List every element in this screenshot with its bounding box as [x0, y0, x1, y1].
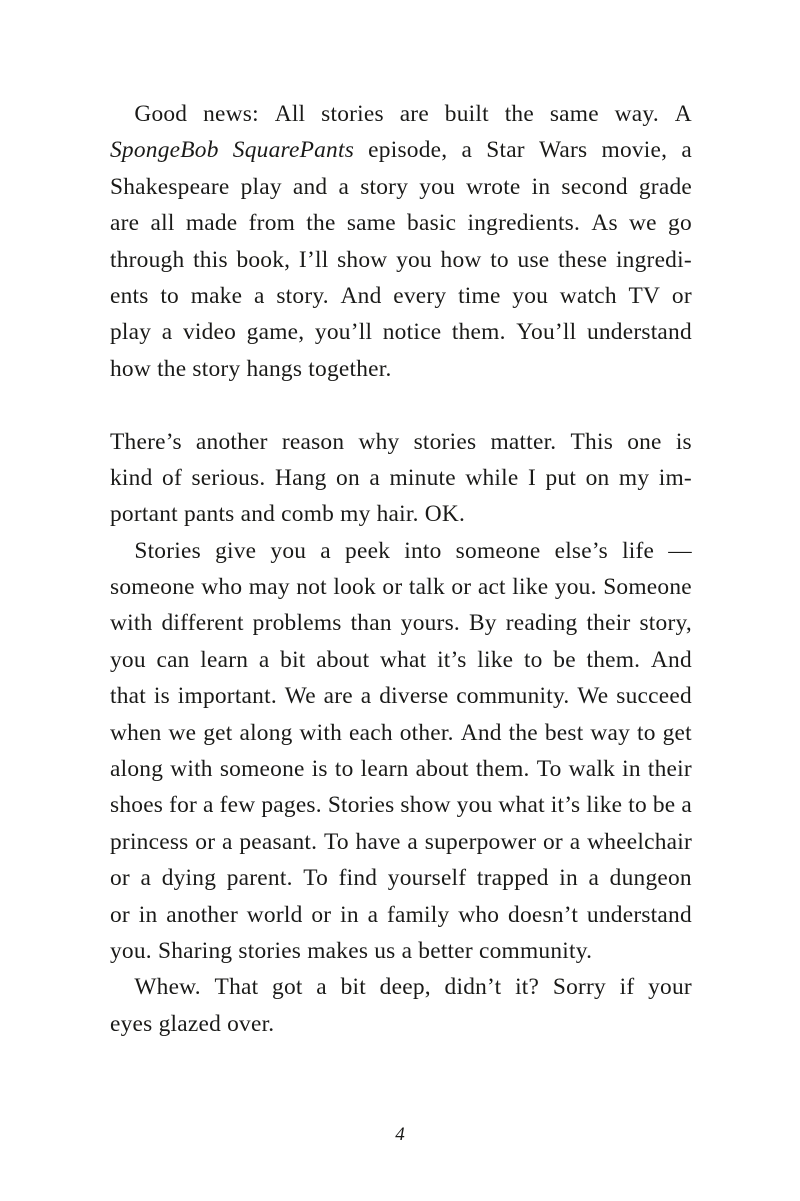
text-word: ingredi- — [615, 246, 692, 273]
text-word: have — [355, 828, 401, 855]
text-word: we — [168, 719, 197, 746]
text-word: you — [512, 282, 549, 309]
text-word: you’ll — [314, 319, 373, 346]
text-word: can — [156, 646, 190, 673]
text-word: or — [311, 901, 332, 928]
text-word: basic — [407, 210, 457, 237]
text-word: dungeon — [609, 865, 692, 892]
text-word: reason — [281, 428, 345, 455]
text-word: Hang — [274, 464, 327, 491]
text-word: SquarePants — [232, 137, 355, 164]
text-word: someone — [455, 537, 541, 564]
text-line — [110, 205, 692, 241]
text-word: I’ll — [298, 246, 329, 273]
text-word: find — [338, 865, 378, 892]
text-line — [110, 96, 692, 132]
text-word: them. — [475, 756, 530, 783]
text-word: and — [292, 173, 328, 200]
text-word: you — [419, 173, 456, 200]
text-word: to — [334, 756, 354, 783]
text-word: each — [349, 719, 393, 746]
text-word: it? — [515, 974, 540, 1001]
text-line — [110, 642, 692, 678]
text-word: a — [203, 792, 214, 819]
text-word: world — [246, 901, 303, 928]
paragraph-gap — [110, 387, 692, 423]
text-line — [110, 715, 692, 751]
text-word: put — [545, 464, 577, 491]
text-word: a — [338, 173, 350, 200]
text-word: ingredients. — [467, 210, 581, 237]
page-text-body — [110, 96, 692, 1042]
text-word: or — [671, 282, 692, 309]
text-word: or — [451, 574, 472, 601]
text-word: what — [498, 792, 545, 819]
text-word: it’s — [550, 792, 581, 819]
text-word: trapped — [476, 865, 549, 892]
text-word: why — [358, 428, 400, 455]
text-word: you. — [554, 574, 597, 601]
text-word: learn — [200, 646, 249, 673]
text-word: a — [316, 974, 327, 1001]
text-word: in — [531, 173, 551, 200]
text-word: to — [490, 246, 509, 273]
text-word: a — [367, 901, 379, 928]
text-word: a — [258, 646, 270, 673]
text-word: dying — [161, 865, 217, 892]
text-word: TV — [628, 282, 661, 309]
text-word: wheelchair — [587, 828, 692, 855]
text-word: a — [681, 137, 692, 164]
text-word: All — [274, 101, 306, 127]
page-number: 4 — [395, 1124, 405, 1145]
text-word: you — [396, 246, 432, 273]
text-line — [110, 132, 692, 168]
text-line — [110, 278, 692, 314]
text-word: a — [140, 865, 152, 892]
text-word: peasant. — [239, 828, 318, 855]
text-word: walk — [568, 756, 616, 783]
text-word: go — [668, 210, 692, 237]
text-word: watch — [559, 282, 617, 309]
text-line — [110, 424, 692, 460]
text-line — [110, 1006, 692, 1042]
text-word: that — [110, 683, 147, 710]
text-word: be — [553, 646, 576, 673]
text-word: what — [380, 646, 427, 673]
text-word: the — [504, 101, 534, 127]
text-word: ents — [110, 282, 149, 309]
text-word: in — [138, 901, 158, 928]
text-word: a — [360, 683, 372, 710]
text-word: not — [296, 574, 327, 601]
text-word: time — [458, 282, 501, 309]
text-word: than — [350, 610, 392, 637]
text-line — [110, 860, 692, 896]
text-word: or — [382, 574, 403, 601]
text-word: episode, — [368, 137, 448, 164]
text-word: it’s — [437, 646, 467, 673]
text-word: diverse — [379, 683, 449, 710]
text-word: are — [399, 101, 429, 127]
text-word: them. — [451, 319, 506, 346]
text-line — [110, 460, 692, 496]
text-word: be — [652, 792, 676, 819]
text-word: We — [577, 683, 609, 710]
text-word: you — [456, 792, 493, 819]
text-line — [110, 787, 692, 823]
text-word: from — [248, 210, 296, 237]
text-word: serious. — [191, 464, 266, 491]
text-word: act — [477, 574, 506, 601]
text-word: community. — [456, 683, 570, 710]
text-word: a — [461, 137, 473, 164]
text-word: shoes — [110, 792, 164, 819]
text-word: with — [299, 719, 343, 746]
text-word: understand — [586, 901, 692, 928]
text-word: problems — [252, 610, 342, 637]
paragraph — [110, 96, 692, 387]
text-word: who — [458, 901, 500, 928]
text-word: in — [559, 865, 578, 892]
text-word: play — [110, 319, 152, 346]
text-word: kind — [110, 464, 153, 491]
text-word: made — [185, 210, 238, 237]
text-word: a — [369, 464, 380, 491]
text-word: like — [586, 792, 623, 819]
text-word: way. — [614, 101, 659, 127]
text-word: in — [622, 756, 641, 783]
text-word: To — [303, 865, 329, 892]
text-word: get — [203, 719, 233, 746]
text-word: Star — [486, 137, 525, 164]
text-word: best — [544, 719, 584, 746]
text-word: princess — [110, 828, 189, 855]
text-word: wrote — [466, 173, 521, 200]
text-word: a — [681, 792, 692, 819]
text-word: We — [284, 683, 316, 710]
text-word: may — [248, 574, 290, 601]
text-word: notice — [382, 319, 442, 346]
text-word: And — [340, 282, 382, 309]
text-line — [110, 533, 692, 569]
text-word: to — [160, 282, 179, 309]
text-word: the — [306, 210, 336, 237]
text-word: or — [110, 901, 130, 928]
text-word: along — [239, 719, 293, 746]
text-word: them. — [586, 646, 641, 673]
text-line — [110, 605, 692, 641]
text-line — [110, 169, 692, 205]
text-word: or — [542, 828, 563, 855]
text-line — [110, 242, 692, 278]
text-word: someone — [219, 756, 305, 783]
text-word: superpower — [424, 828, 537, 855]
text-word: a — [221, 828, 233, 855]
text-word: family — [386, 901, 450, 928]
text-word: And — [650, 646, 692, 673]
text-word: minute — [389, 464, 456, 491]
text-word: Whew. — [110, 974, 201, 1001]
text-word: another — [166, 901, 238, 928]
text-word: in — [340, 901, 359, 928]
text-line — [110, 678, 692, 714]
text-word: few — [219, 792, 256, 819]
text-word: show — [400, 792, 451, 819]
text-word: second — [561, 173, 628, 200]
text-word: the — [508, 719, 538, 746]
text-word: through — [110, 246, 185, 273]
text-word: to — [637, 719, 656, 746]
text-word: a — [320, 537, 331, 564]
text-word: stories — [413, 428, 477, 455]
text-word: book, — [236, 246, 291, 273]
text-word: This — [570, 428, 614, 455]
text-word: parent. — [226, 865, 293, 892]
text-word: a — [161, 319, 173, 346]
text-word: make — [190, 282, 243, 309]
text-line — [110, 969, 692, 1005]
text-word: these — [558, 246, 608, 273]
text-word: important. — [177, 683, 277, 710]
text-word: one — [627, 428, 662, 455]
text-word: talk — [408, 574, 445, 601]
text-word: on — [585, 464, 610, 491]
text-word: another — [195, 428, 268, 455]
text-word: you — [110, 646, 146, 673]
text-run: portant pants and comb my hair. OK. — [110, 501, 466, 528]
text-line — [110, 496, 692, 532]
text-word: someone — [110, 574, 195, 601]
text-word: how — [440, 246, 482, 273]
text-word: a — [569, 828, 581, 855]
text-word: And — [460, 719, 502, 746]
text-line — [110, 824, 692, 860]
paragraph — [110, 424, 692, 533]
text-word: news: — [203, 101, 259, 127]
text-word: all — [150, 210, 175, 237]
text-word: use — [517, 246, 550, 273]
text-word: for — [169, 792, 198, 819]
text-word: get — [662, 719, 692, 746]
text-word: are — [110, 210, 140, 237]
text-word: look — [333, 574, 376, 601]
text-word: same — [549, 101, 599, 127]
text-word: — — [668, 537, 692, 564]
text-word: story, — [639, 610, 692, 637]
text-word: bit — [280, 646, 306, 673]
text-word: same — [346, 210, 396, 237]
text-word: different — [161, 610, 244, 637]
text-word: im- — [658, 464, 692, 491]
text-word: yourself — [387, 865, 467, 892]
text-word: if — [619, 974, 635, 1001]
text-word: succeed — [616, 683, 692, 710]
text-word: A — [674, 101, 692, 127]
text-word: along — [110, 756, 164, 783]
text-word: Good — [110, 101, 188, 127]
text-word: video — [182, 319, 237, 346]
text-word: matter. — [490, 428, 557, 455]
text-run: how the story hangs together. — [110, 355, 392, 382]
text-word: learn — [360, 756, 409, 783]
text-word: deep, — [379, 974, 431, 1001]
text-word: reading — [505, 610, 578, 637]
text-word: SpongeBob — [110, 137, 219, 164]
text-word: bit — [340, 974, 366, 1001]
text-word: on — [336, 464, 360, 491]
text-word: doesn’t — [508, 901, 579, 928]
text-word: a — [407, 828, 419, 855]
text-word: like — [477, 646, 514, 673]
text-word: game, — [246, 319, 305, 346]
text-word: Sorry — [552, 974, 606, 1001]
text-word: other. — [399, 719, 454, 746]
text-word: yours. — [400, 610, 460, 637]
text-word: movie, — [601, 137, 668, 164]
paragraph — [110, 533, 692, 970]
text-word: By — [468, 610, 497, 637]
text-word: As — [591, 210, 618, 237]
text-word: show — [337, 246, 388, 273]
text-line — [110, 933, 692, 969]
text-word: got — [272, 974, 303, 1001]
text-word: their — [586, 610, 631, 637]
text-line — [110, 351, 692, 387]
text-word: understand — [586, 319, 692, 346]
text-word: or — [195, 828, 216, 855]
text-word: this — [193, 246, 228, 273]
text-word: To — [323, 828, 349, 855]
text-word: a — [588, 865, 600, 892]
paragraph — [110, 969, 692, 1042]
text-word: pages. — [261, 792, 322, 819]
text-word: There’s — [110, 428, 182, 455]
text-word: I — [527, 464, 536, 491]
text-word: your — [648, 974, 692, 1001]
text-line — [110, 569, 692, 605]
text-word: when — [110, 719, 162, 746]
text-word: or — [110, 865, 130, 892]
text-word: is — [675, 428, 692, 455]
text-word: peek — [345, 537, 391, 564]
text-word: Stories — [327, 792, 395, 819]
text-word: with — [110, 610, 153, 637]
text-word: with — [170, 756, 213, 783]
text-word: built — [444, 101, 489, 127]
text-word: my — [618, 464, 650, 491]
text-word: we — [629, 210, 657, 237]
text-line — [110, 897, 692, 933]
text-word: to — [628, 792, 647, 819]
text-word: story. — [276, 282, 329, 309]
text-word: a — [254, 282, 265, 309]
text-word: You’ll — [516, 319, 577, 346]
text-word: story — [360, 173, 409, 200]
text-word: is — [153, 683, 170, 710]
text-word: To — [536, 756, 562, 783]
text-word: are — [323, 683, 353, 710]
text-word: is — [311, 756, 328, 783]
text-word: didn’t — [444, 974, 502, 1001]
text-run: eyes glazed over. — [110, 1010, 275, 1037]
text-word: else’s — [554, 537, 608, 564]
text-word: about — [316, 646, 370, 673]
text-word: play — [240, 173, 282, 200]
text-word: into — [404, 537, 442, 564]
text-word: every — [393, 282, 447, 309]
text-word: stories — [321, 101, 384, 127]
text-word: like — [512, 574, 549, 601]
text-line — [110, 314, 692, 350]
text-word: life — [622, 537, 655, 564]
text-word: Someone — [603, 574, 692, 601]
text-word: you — [270, 537, 307, 564]
text-word: way — [590, 719, 631, 746]
text-word: to — [523, 646, 543, 673]
text-word: their — [647, 756, 692, 783]
text-word: give — [215, 537, 257, 564]
text-line — [110, 751, 692, 787]
text-word: who — [201, 574, 243, 601]
text-word: grade — [638, 173, 692, 200]
text-word: of — [162, 464, 182, 491]
text-word: Wars — [538, 137, 588, 164]
text-run: you. Sharing stories makes us a better community. — [110, 937, 593, 964]
text-word: while — [465, 464, 519, 491]
text-word: about — [415, 756, 469, 783]
text-word: That — [214, 974, 259, 1001]
text-word: Shakespeare — [110, 173, 230, 200]
text-word: Stories — [110, 537, 201, 564]
